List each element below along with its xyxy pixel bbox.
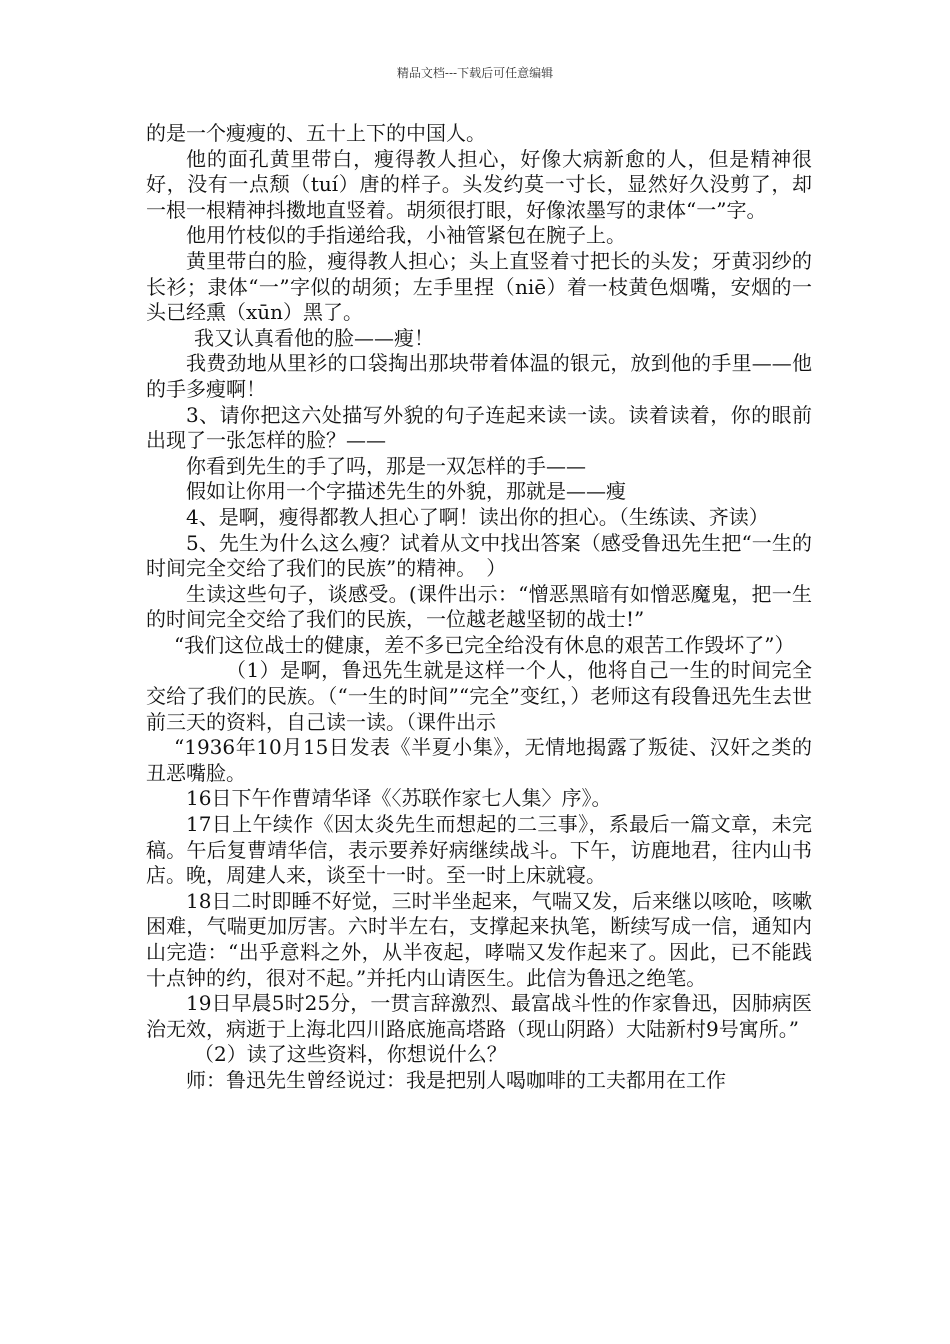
paragraph: 他用竹枝似的手指递给我，小袖管紧包在腕子上。 <box>186 223 626 248</box>
paragraph: （1）是啊，鲁迅先生就是这样一个人，他将自己一生的时间完全交给了我们的民族。（“一生的时间”“完全”变红，）老师这有段鲁迅先生去世前三天的资料，自己读一读。（课件出示 <box>146 658 812 734</box>
paragraph: 我费劲地从里衫的口袋掏出那块带着体温的银元，放到他的手里——他的手多瘦啊！ <box>146 351 812 401</box>
page-header: 精品文档---下载后可任意编辑 <box>396 66 554 80</box>
document-body <box>146 121 812 1094</box>
paragraph: 他的面孔黄里带白，瘦得教人担心，好像大病新愈的人，但是精神很好，没有一点颓（tuí）唐的样子。头发约莫一寸长，显然好久没剪了，却一根一根精神抖擞地直竖着。胡须很打眼，好像浓墨写的隶体“一”字。 <box>146 146 812 222</box>
paragraph: “我们这位战士的健康，差不多已完全给没有休息的艰苦工作毁坏了”） <box>174 632 795 657</box>
paragraph: “1936年10月15日发表《半夏小集》，无情地揭露了叛徒、汉奸之类的丑恶嘴脸。 <box>146 735 812 785</box>
paragraph: 假如让你用一个字描述先生的外貌，那就是——瘦 <box>186 479 626 504</box>
paragraph: 17日上午续作《因太炎先生而想起的二三事》，系最后一篇文章，未完稿。午后复曹靖华信，表示要养好病继续战斗。下午，访鹿地君，往内山书店。晚，周建人来，谈至十一时。至一时上床就寝。 <box>146 812 812 888</box>
paragraph: 的是一个瘦瘦的、五十上下的中国人。 <box>146 121 486 145</box>
paragraph: 16日下午作曹靖华译《〈苏联作家七人集〉序》。 <box>186 786 612 811</box>
paragraph: 18日二时即睡不好觉，三时半坐起来，气喘又发，后来继以咳呛，咳嗽困难，气喘更加厉害。六时半左右，支撑起来执笔，断续写成一信，通知内山完造：“出乎意料之外，从半夜起，哮喘又发作起来了。因此，已不能践十点钟的约，很对不起。”并托内山请医生。此信为鲁迅之绝笔。 <box>146 888 812 990</box>
paragraph: 4、是啊，瘦得都教人担心了啊！读出你的担心。（生练读、齐读） <box>186 504 769 529</box>
paragraph: 黄里带白的脸，瘦得教人担心；头上直竖着寸把长的头发；牙黄羽纱的长衫；隶体“一”字似的胡须；左手里捏（niē）着一枝黄色烟嘴，安烟的一头已经熏（xūn）黑了。 <box>146 248 812 325</box>
paragraph: 你看到先生的手了吗，那是一双怎样的手—— <box>186 453 586 478</box>
paragraph: 生读这些句子，谈感受。(课件出示：“憎恶黑暗有如憎恶魔鬼，把一生的时间完全交给了我们的民族，一位越老越坚韧的战士!” <box>146 581 812 632</box>
paragraph: 3、请你把这六处描写外貌的句子连起来读一读。读着读着，你的眼前出现了一张怎样的脸？—— <box>146 402 812 453</box>
paragraph: （2）读了这些资料，你想说什么？ <box>194 1042 507 1067</box>
paragraph: 5、先生为什么这么瘦？试着从文中找出答案（感受鲁迅先生把“一生的时间完全交给了我们的民族”的精神。 ） <box>146 530 812 581</box>
paragraph: 我又认真看他的脸——瘦！ <box>194 325 434 350</box>
paragraph: 19日早晨5时25分，一贯言辞激烈、最富战斗性的作家鲁迅，因肺病医治无效，病逝于上海北四川路底施高塔路（现山阴路）大陆新村9号寓所。” <box>146 991 812 1041</box>
paragraph: 师：鲁迅先生曾经说过：我是把别人喝咖啡的工夫都用在工作 <box>186 1067 726 1092</box>
